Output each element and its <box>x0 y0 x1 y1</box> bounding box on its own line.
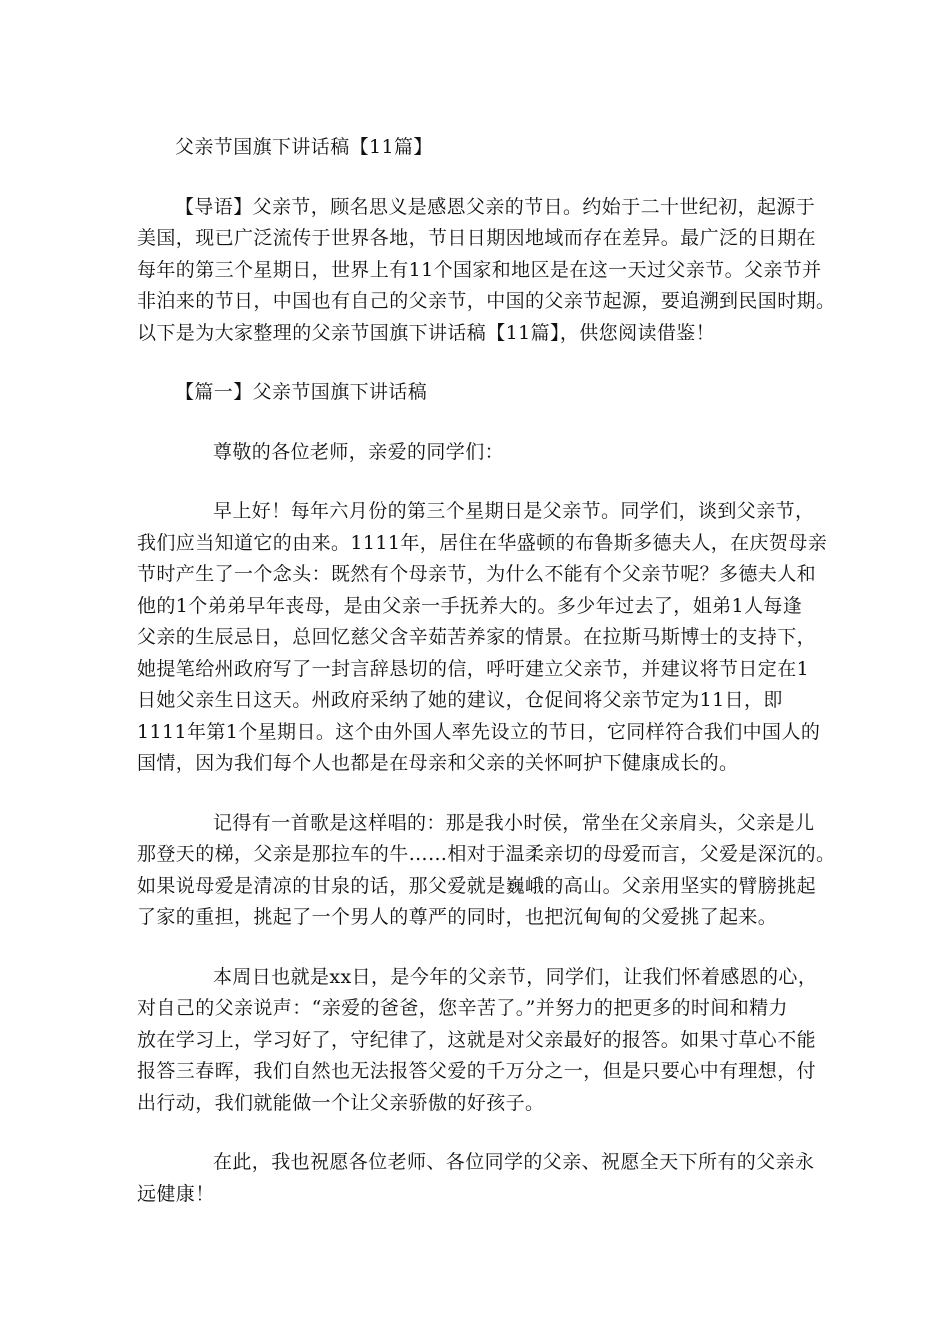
intro-line: 每年的第三个星期日，世界上有11个国家和地区是在这一天过父亲节。父亲节并 <box>137 258 822 281</box>
paragraph-line: 日她父亲生日这天。州政府采纳了她的建议，仓促间将父亲节定为11日，即 <box>137 689 783 711</box>
spacer <box>137 934 822 962</box>
spacer <box>137 164 822 192</box>
paragraph-line: 出行动，我们就能做一个让父亲骄傲的好孩子。 <box>137 1091 545 1114</box>
paragraph-line: 1111年第1个星期日。这个由外国人率先设立的节日，它同样符合我们中国人的 <box>137 720 821 743</box>
paragraph-line: 早上好！每年六月份的第三个星期日是父亲节。同学们，谈到父亲节， <box>213 500 815 522</box>
salutation: 尊敬的各位老师，亲爱的同学们： <box>213 440 505 463</box>
paragraph-line: 那登天的梯，父亲是那拉车的牛……相对于温柔亲切的母爱而言，父爱是深沉的。 <box>137 843 836 865</box>
document-body <box>137 132 836 1210</box>
paragraph-gratitude <box>137 962 822 1120</box>
paragraph-line: 父亲的生辰忌日，总回忆慈父含辛茹苦养家的情景。在拉斯马斯博士的支持下， <box>137 626 817 648</box>
paragraph-origin <box>137 496 828 780</box>
paragraph-line: 了家的重担，挑起了一个男人的尊严的同时，也把沉甸甸的父爱挑了起来。 <box>137 906 778 928</box>
paragraph-line: 我们应当知道它的由来。1111年，居住在华盛顿的布鲁斯多德夫人，在庆贺母亲 <box>137 531 828 554</box>
intro-line: 非泊来的节日，中国也有自己的父亲节，中国的父亲节起源，要追溯到民国时期。 <box>137 290 836 312</box>
spacer <box>137 349 822 377</box>
document-title: 父亲节国旗下讲话稿【11篇】 <box>175 136 433 158</box>
paragraph-line: 本周日也就是xx日，是今年的父亲节，同学们，让我们怀着感恩的心， <box>213 965 818 988</box>
paragraph-line: 她提笔给州政府写了一封言辞恳切的信，呼吁建立父亲节，并建议将节日定在1 <box>137 657 810 680</box>
spacer <box>137 1119 822 1147</box>
intro-line: 美国，现已广泛流传于世界各地，节日日期因地域而存在差异。最广泛的日期在 <box>137 227 817 249</box>
paragraph-line: 报答三春晖，我们自然也无法报答父爱的千万分之一，但是只要心中有理想，付 <box>137 1060 817 1082</box>
section-heading: 【篇一】父亲节国旗下讲话稿 <box>175 381 428 403</box>
spacer <box>137 409 822 437</box>
paragraph-line: 在此，我也祝愿各位老师、各位同学的父亲、祝愿全天下所有的父亲永 <box>213 1151 815 1173</box>
paragraph-line: 对自己的父亲说声：“亲爱的爸爸，您辛苦了。”并努力的把更多的时间和精力 <box>137 997 788 1019</box>
intro-line: 【导语】父亲节，顾名思义是感恩父亲的节日。约始于二十世纪初，起源于 <box>175 195 816 218</box>
spacer <box>137 468 822 496</box>
paragraph-line: 放在学习上，学习好了，守纪律了，这就是对父亲最好的报答。如果寸草心不能 <box>137 1028 817 1051</box>
intro-paragraph <box>137 192 836 350</box>
paragraph-song <box>137 808 836 934</box>
intro-line: 以下是为大家整理的父亲节国旗下讲话稿【11篇】，供您阅读借鉴！ <box>137 321 716 344</box>
paragraph-line: 远健康！ <box>137 1182 215 1205</box>
paragraph-line: 国情，因为我们每个人也都是在母亲和父亲的关怀呵护下健康成长的。 <box>137 752 739 774</box>
paragraph-line: 记得有一首歌是这样唱的：那是我小时侯，常坐在父亲肩头，父亲是儿 <box>213 811 815 834</box>
paragraph-line: 节时产生了一个念头：既然有个母亲节，为什么不能有个父亲节呢？多德夫人和 <box>137 563 817 585</box>
paragraph-line: 他的1个弟弟早年丧母，是由父亲一手抚养大的。多少年过去了，姐弟1人每逢 <box>137 594 803 617</box>
paragraph-line: 如果说母爱是清凉的甘泉的话，那父爱就是巍峨的高山。父亲用坚实的臂膀挑起 <box>137 874 817 897</box>
paragraph-closing <box>137 1147 822 1210</box>
spacer <box>137 780 822 808</box>
